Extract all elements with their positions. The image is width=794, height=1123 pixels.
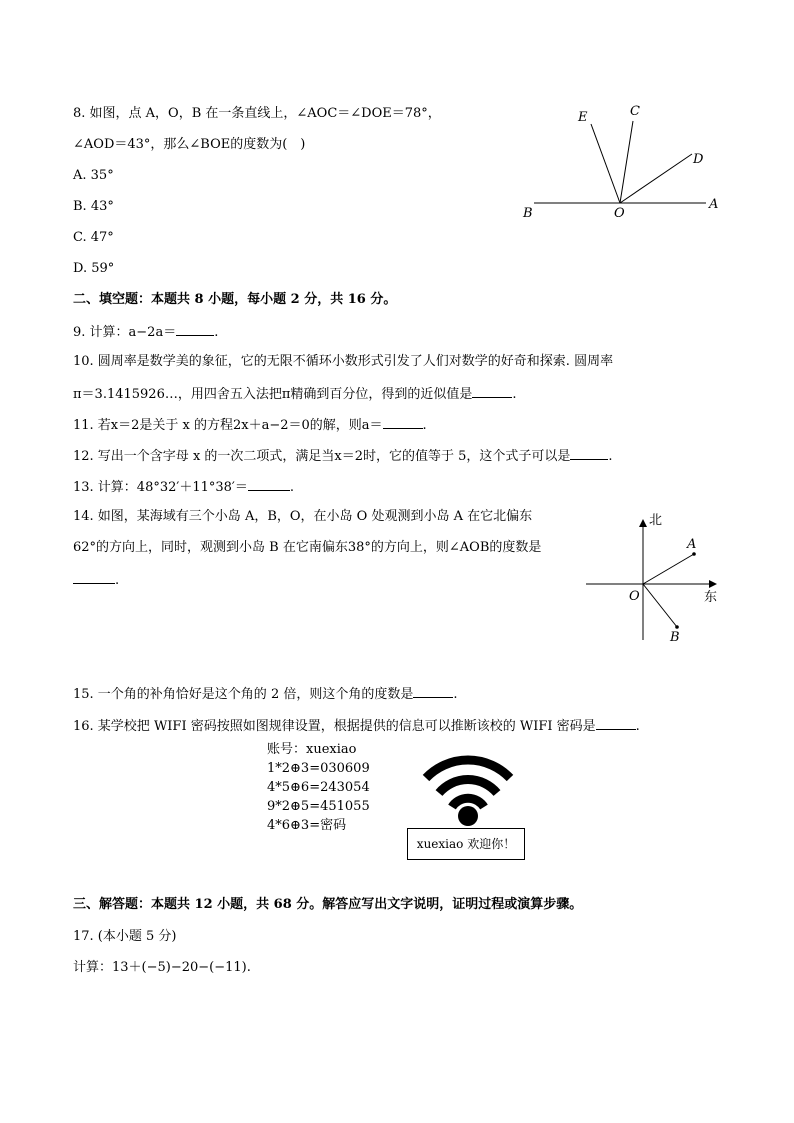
q14-compass-figure bbox=[580, 508, 730, 653]
q8-option-d: D. 59° bbox=[73, 261, 115, 276]
label-a: A bbox=[709, 197, 719, 212]
label-c: C bbox=[630, 104, 640, 119]
q11-blank bbox=[383, 416, 423, 429]
q8-angle-figure bbox=[510, 100, 740, 225]
q10-line2: π＝3.1415926…，用四舍五入法把π精确到百分位，得到的近似值是 . bbox=[73, 387, 517, 402]
q13: 13. 计算：48°32′＋11°38′＝ . bbox=[73, 480, 295, 495]
q10-line2-text: π＝3.1415926…，用四舍五入法把π精确到百分位，得到的近似值是 bbox=[73, 387, 473, 402]
q10-line1: 10. 圆周率是数学美的象征，它的无限不循环小数形式引发了人们对数学的好奇和探索. 圆周率 bbox=[73, 354, 614, 369]
q17-text: 计算：13＋(−5)−20−(−11). bbox=[73, 960, 251, 975]
label-o: O bbox=[614, 206, 625, 221]
q14-line2: 62°的方向上，同时，观测到小岛 B 在它南偏东38°的方向上，则∠AOB的度数是 bbox=[73, 540, 542, 555]
q14-line1: 14. 如图，某海域有三个小岛 A，B，O，在小岛 O 处观测到小岛 A 在它北偏东 bbox=[73, 509, 533, 524]
q11: 11. 若x＝2是关于 x 的方程2x＋a−2＝0的解，则a＝ . bbox=[73, 418, 427, 433]
q14-line3: . bbox=[73, 571, 119, 589]
q13-text: 13. 计算：48°32′＋11°38′＝ bbox=[73, 480, 248, 495]
wifi-rule: 4*5⊕6=243054 bbox=[267, 780, 370, 795]
q8-option-a: A. 35° bbox=[73, 168, 114, 183]
section3-heading: 三、解答题：本题共 12 小题，共 68 分。解答应写出文字说明，证明过程或演算步骤。 bbox=[73, 897, 583, 912]
q14-blank bbox=[73, 571, 115, 584]
q9-text: 9. 计算：a−2a＝ bbox=[73, 325, 177, 340]
wifi-rule: 1*2⊕3=030609 bbox=[267, 761, 370, 776]
q17-title: 17. (本小题 5 分) bbox=[73, 929, 177, 944]
q11-text: 11. 若x＝2是关于 x 的方程2x＋a−2＝0的解，则a＝ bbox=[73, 418, 383, 433]
q15-blank bbox=[413, 685, 453, 698]
q12: 12. 写出一个含字母 x 的一次二项式，满足当x＝2时，它的值等于 5，这个式子可以是 . bbox=[73, 449, 613, 464]
q8-line1: 8. 如图，点 A，O，B 在一条直线上，∠AOC＝∠DOE＝78°， bbox=[73, 106, 441, 121]
q12-blank bbox=[570, 447, 608, 460]
q16: 16. 某学校把 WIFI 密码按照如图规律设置，根据提供的信息可以推断该校的 WIFI 密码是 . bbox=[73, 719, 640, 734]
q16-blank bbox=[596, 717, 636, 730]
q8-option-c: C. 47° bbox=[73, 230, 114, 245]
wifi-rule: 9*2⊕5=451055 bbox=[267, 799, 370, 814]
north-label: 北 bbox=[649, 513, 663, 528]
wifi-icon bbox=[422, 750, 514, 830]
label-d: D bbox=[693, 152, 704, 167]
q15: 15. 一个角的补角恰好是这个角的 2 倍，则这个角的度数是 . bbox=[73, 687, 458, 702]
label-b: B bbox=[670, 630, 680, 645]
q10-blank bbox=[472, 385, 512, 398]
label-a: A bbox=[687, 537, 697, 552]
wifi-rule: 4*6⊕3=密码 bbox=[267, 818, 347, 833]
q8-line2: ∠AOD＝43°，那么∠BOE的度数为( ) bbox=[73, 137, 306, 152]
label-o: O bbox=[629, 589, 640, 604]
label-e: E bbox=[578, 110, 588, 125]
q8-option-b: B. 43° bbox=[73, 199, 114, 214]
wifi-rules-block bbox=[267, 740, 370, 835]
section2-heading: 二、填空题：本题共 8 小题，每小题 2 分，共 16 分。 bbox=[73, 292, 397, 307]
wifi-welcome-box: xuexiao 欢迎你！ bbox=[407, 828, 525, 860]
q9-blank bbox=[176, 323, 214, 336]
wifi-account: 账号：xuexiao bbox=[267, 742, 357, 757]
q16-text: 16. 某学校把 WIFI 密码按照如图规律设置，根据提供的信息可以推断该校的 WIFI 密码是 bbox=[73, 719, 596, 734]
east-label: 东 bbox=[704, 590, 718, 605]
q12-text: 12. 写出一个含字母 x 的一次二项式，满足当x＝2时，它的值等于 5，这个式子可以是 bbox=[73, 449, 571, 464]
q13-blank bbox=[248, 478, 290, 491]
q9: 9. 计算：a−2a＝ . bbox=[73, 325, 219, 340]
label-b: B bbox=[523, 206, 533, 221]
q15-text: 15. 一个角的补角恰好是这个角的 2 倍，则这个角的度数是 bbox=[73, 687, 414, 702]
